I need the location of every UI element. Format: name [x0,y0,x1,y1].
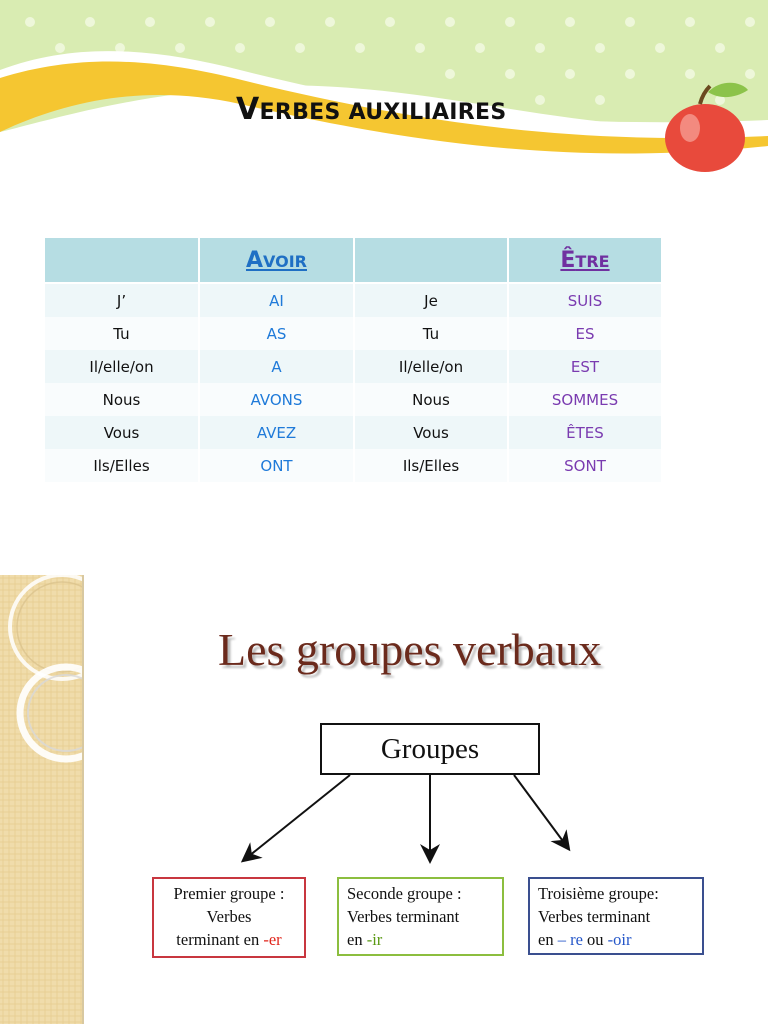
table-row [45,350,662,383]
etre-form: SUIS [508,283,662,317]
slide-title: Les groupes verbaux [218,624,602,675]
slide-title [236,92,507,127]
first-group-title: Premier groupe : [173,884,285,903]
avoir-form: AVONS [199,383,354,416]
third-group-line3: en – re ou -oir [538,930,632,949]
pronoun-cell: Nous [354,383,508,416]
header-empty-1 [45,238,199,283]
ending-er: -er [263,930,282,949]
table-row [45,383,662,416]
ending-oir: -oir [607,930,632,949]
arrow-to-first-group [244,775,350,860]
arrow-to-third-group [514,775,568,848]
avoir-form: AI [199,283,354,317]
avoir-form: ONT [199,449,354,482]
pronoun-cell: Tu [45,317,199,350]
second-group-box [337,877,504,956]
pronoun-cell: Nous [45,383,199,416]
pronoun-cell: Vous [354,416,508,449]
avoir-form: AVEZ [199,416,354,449]
title-rest: ERBES AUXILIAIRES [259,100,507,125]
first-group-box [152,877,306,958]
second-group-title: Seconde groupe : [347,884,462,903]
second-group-line2: Verbes terminant [347,907,460,926]
header-empty-2 [354,238,508,283]
diagram-arrows [0,575,768,1024]
third-group-title: Troisième groupe: [538,884,659,903]
etre-form: ES [508,317,662,350]
table-row [45,283,662,317]
ending-ir: -ir [366,930,383,949]
ending-re: – re [557,930,583,949]
pronoun-cell: Tu [354,317,508,350]
etre-form: SONT [508,449,662,482]
header-avoir: AVOIR [199,238,354,283]
root-node-groupes: Groupes [320,723,540,775]
table-row [45,416,662,449]
etre-form: EST [508,350,662,383]
table-row [45,317,662,350]
etre-form: ÊTES [508,416,662,449]
avoir-form: AS [199,317,354,350]
pronoun-cell: J’ [45,283,199,317]
etre-form: SOMMES [508,383,662,416]
pronoun-cell: Je [354,283,508,317]
second-group-line3: en -ir [347,930,383,949]
conjugation-table [45,238,663,482]
pronoun-cell: Ils/Elles [354,449,508,482]
first-group-line2: Verbes [206,907,252,926]
pronoun-cell: Ils/Elles [45,449,199,482]
title-initial: V [236,92,260,127]
pronoun-cell: Il/elle/on [354,350,508,383]
slide-verb-groups [0,575,768,1024]
table-row [45,449,662,482]
third-group-line2: Verbes terminant [538,907,651,926]
third-group-box [528,877,704,955]
pronoun-cell: Vous [45,416,199,449]
avoir-form: A [199,350,354,383]
pronoun-cell: Il/elle/on [45,350,199,383]
first-group-line3: terminant en -er [176,930,282,949]
header-etre: ÊTRE [508,238,662,283]
